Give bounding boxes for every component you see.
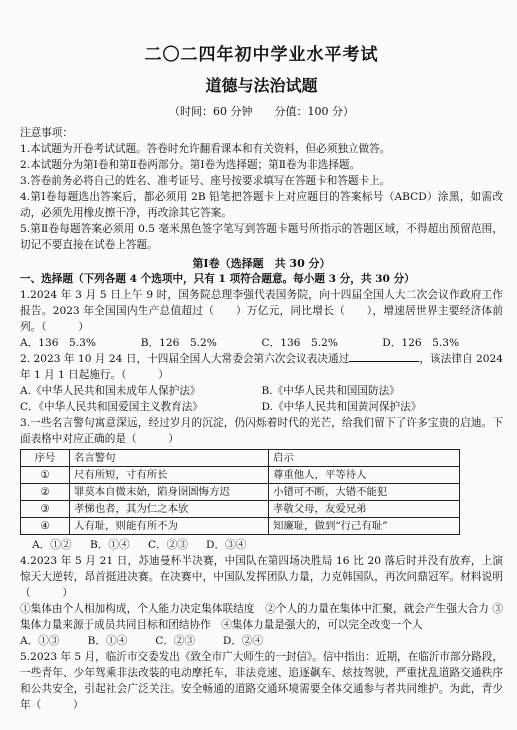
section-heading: 第Ⅰ卷（选择题 共 30 分） (192, 257, 331, 270)
question-stem: 4.2023 年 5 月 21 日，苏迪曼杯半决赛，中国队在第四场决胜局 16 比 20 落后时并没有放弃，上演惊天大逆转，昂首挺进决赛。在决赛中，中国队发挥团队力量，力克韩国队，再次问鼎冠军。材料说明（ ） (20, 555, 503, 599)
option-b: B．126 5.2% (140, 337, 217, 349)
option-a: A.《中华人民共和国未成年人保护法》 (20, 385, 201, 397)
question-body: ①集体由个人相加构成，个人能力决定集体联结度 ②个人的力量在集体中汇聚，就会产生强大合力 ③集体力量来源于成员共同目标和团结协作 ④集体力量是强大的，可以完全改变一个人 (20, 603, 503, 631)
option-b: B.《中华人民共和国国防法》 (261, 385, 400, 397)
table-cell: 孝悌也者，其为仁之本欤 (70, 501, 269, 518)
answer-blank (349, 351, 419, 362)
option-b: B．①④ (90, 539, 130, 551)
table-cell: ③ (21, 501, 70, 518)
option-c: C．136 5.2% (261, 337, 338, 349)
table-header: 名言警句 (70, 450, 269, 467)
question-options (20, 335, 503, 351)
option-c: C．②③ (148, 539, 188, 551)
option-a: A．①③ (20, 635, 60, 647)
question-options (20, 633, 503, 649)
question-options (20, 383, 503, 415)
option-a: A．①② (32, 539, 72, 551)
table-cell: 知廉耻，做到“行己有耻” (269, 518, 460, 535)
exam-subject: 道德与法治试题 (205, 76, 318, 95)
table-cell: 尺有所短，寸有所长 (70, 467, 269, 484)
table-cell: 人有耻，则能有所不为 (70, 518, 269, 535)
note-item: 4.第Ⅰ卷每题选出答案后，都必须用 2B 铅笔把答题卡上对应题目的答案标号（ABCD）涂黑，如需改动，必须先用橡皮擦干净，再改涂其它答案。 (20, 191, 503, 219)
table-row (21, 484, 460, 501)
exam-meta: （时间：60 分钟 分值：100 分） (169, 105, 354, 118)
option-c: C．《中华人民共和国爱国主义教育法》 (20, 401, 203, 413)
stem-part-b: ，该法律自 2024 年 1 月 1 日起施行。（ ） (20, 353, 504, 381)
question-3 (20, 415, 503, 553)
stem-part-a: 2. 2023 年 10 月 24 日，十四届全国人大常委会第六次会议表决通过 (20, 353, 350, 365)
table-header-row (21, 450, 460, 467)
motto-table (20, 449, 460, 535)
option-d: D．③④ (206, 539, 247, 551)
table-header: 序号 (21, 450, 70, 467)
option-a: A．136 5.3% (20, 337, 96, 349)
exam-title: 二〇二四年初中学业水平考试 (144, 45, 379, 65)
table-row (21, 501, 460, 518)
table-cell: ② (21, 484, 70, 501)
table-cell: ① (21, 467, 70, 484)
option-c: C．②③ (155, 635, 196, 647)
table-row (21, 518, 460, 535)
option-d: D．②④ (222, 635, 264, 647)
note-item: 3.答卷前务必将自己的姓名、准考证号、座号按要求填写在答题卡和答题卡上。 (20, 175, 391, 187)
notes-block (20, 125, 503, 253)
option-d: D.《中华人民共和国黄河保护法》 (261, 401, 422, 413)
question-options (20, 537, 503, 553)
notes-heading: 注意事项： (20, 127, 73, 139)
table-cell: 孝敬父母，友爱兄弟 (269, 501, 460, 518)
note-item: 1.本试题为开卷考试试题。答卷时允许翻看课本和有关资料，但必须独立做答。 (20, 143, 391, 155)
question-5 (20, 649, 503, 713)
table-cell: 小错可不断，大错不能犯 (269, 484, 460, 501)
question-stem (20, 351, 503, 383)
question-2 (20, 351, 503, 415)
question-4 (20, 553, 503, 649)
table-row (21, 467, 460, 484)
table-header: 启示 (269, 450, 460, 467)
table-cell: 尊重他人，平等待人 (269, 467, 460, 484)
option-d: D．126 5.3% (382, 337, 460, 349)
question-stem: 5.2023 年 5 月，临沂市交委发出《致全市广大师生的一封信》。信中指出：近期，在临沂市部分路段，一些青年、少年驾乘非法改装的电动摩托车，非法竞速、追逐飙车、炫技驾驶，严重扰乱道路交通秩序和公共安全，引起社会广泛关注。安全畅通的道路交通环境需要全体交通参与者共同维护。为此，青少年（ ） (20, 651, 503, 711)
note-item: 5.第Ⅱ卷每题答案必须用 0.5 毫米黑色签字笔写到答题卡题号所指示的答题区域，不得超出预留范围，切记不要直接在试卷上答题。 (20, 223, 503, 251)
question-1 (20, 287, 503, 351)
part-heading: 一、选择题（下列各题 4 个选项中，只有 1 项符合题意。每小题 3 分，共 30 分） (20, 273, 415, 285)
question-stem: 3.一些名言警句寓意深远，经过岁月的沉淀，仍闪烁着时代的光芒，给我们留下了许多宝贵的启迪。下面表格中对应正确的是（ ） (20, 417, 503, 445)
table-cell: 罪莫本自微末始，陷身囹圄悔方迟 (70, 484, 269, 501)
question-stem: 1.2024 年 3 月 5 日上午 9 时，国务院总理李强代表国务院，向十四届全国人大二次会议作政府工作报告。2023 年全国国内生产总值超过（ ）万亿元，同比增长（ ），增速居世界主要经济体前列。（ ） (20, 289, 503, 333)
note-item: 2.本试题分为第Ⅰ卷和第Ⅱ卷两部分。第Ⅰ卷为选择题；第Ⅱ卷为非选择题。 (20, 159, 361, 171)
option-b: B．①④ (87, 635, 128, 647)
table-cell: ④ (21, 518, 70, 535)
